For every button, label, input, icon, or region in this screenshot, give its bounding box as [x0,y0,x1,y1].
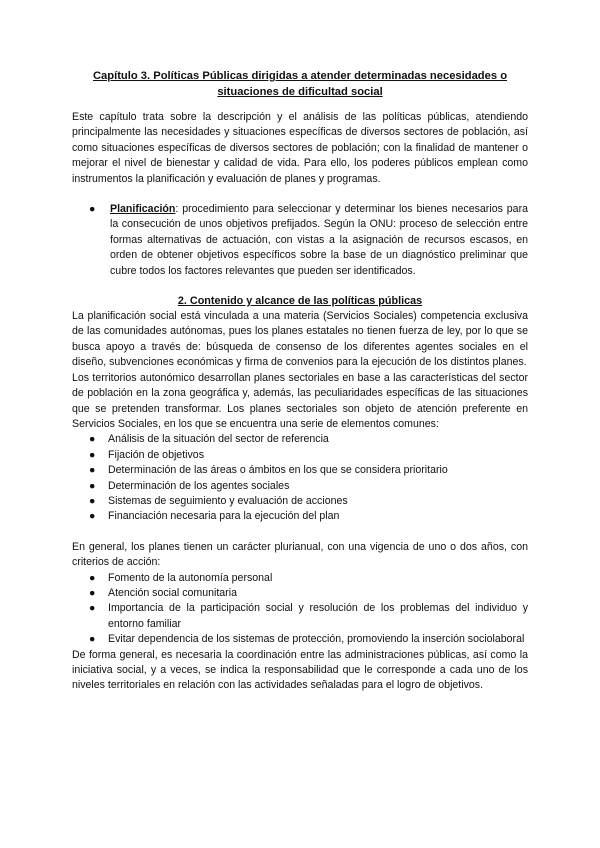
bullet-icon: ● [89,433,96,446]
section-title: 2. Contenido y alcance de las políticas públicas [177,295,423,308]
list-item-text: Determinación de las áreas o ámbitos en los que se considera prioritario [108,464,448,477]
elements-list [72,432,528,524]
list-item-text: Importancia de la participación social y resolución de los problemas del individuo y entorno familiar [108,602,528,630]
chapter-title-line-2: situaciones de dificultad social [217,86,383,98]
document-page [72,68,528,694]
list-item [72,509,528,524]
bullet-icon: ● [89,464,96,477]
bullet-icon: ● [89,571,96,584]
criteria-list [72,571,528,648]
list-item [72,632,528,647]
chapter-title [72,68,528,100]
bullet-icon: ● [89,203,96,216]
list-item-text: Evitar dependencia de los sistemas de protección, promoviendo la inserción sociolaboral [108,633,525,646]
bullet-icon: ● [89,494,96,507]
chapter-title-line-1: Capítulo 3. Políticas Públicas dirigidas a atender determinadas necesidades o [92,70,508,82]
definition-item [72,202,528,279]
bullet-icon: ● [89,510,96,523]
list-item [72,448,528,463]
definition-list [72,202,528,279]
definition-text: : procedimiento para seleccionar y determinar los bienes necesarios para la consecución de unos objetivos prefijados. Según la ONU: proceso de selección entre formas alternativas de actuación, con vistas a la asignación de recursos escasos, en orden de obtener objetivos específicos sobre la base de un diagnóstico preliminar que cubre todos los factores relevantes que pueden ser identificados. [110,203,528,277]
list-item-text: Sistemas de seguimiento y evaluación de acciones [108,494,348,507]
list-item-text: Determinación de los agentes sociales [108,479,290,492]
paragraph-2: Los territorios autonómico desarrollan planes sectoriales en base a las características del sector de población en la zona geográfica y, además, las peculiaridades específicas de las situaciones que se pretenden transformar. Los planes sectoriales son objeto de atención preferente en Servicios Sociales, en los que se encuentra una serie de elementos comunes: [72,371,528,430]
paragraph-4: De forma general, es necesaria la coordinación entre las administraciones públicas, así como la iniciativa social, y a veces, se indica la responsabilidad que le corresponde a cada uno de los niveles territoriales en relación con las actividades señaladas para el logro de objetivos. [72,648,528,692]
list-item-text: Fijación de objetivos [108,448,204,461]
bullet-icon: ● [89,602,96,615]
bullet-icon: ● [89,479,96,492]
list-item [72,494,528,509]
list-item [72,479,528,494]
bullet-icon: ● [89,586,96,599]
list-item [72,463,528,478]
list-item-text: Fomento de la autonomía personal [108,571,273,584]
definition-term: Planificación [110,203,176,216]
list-item [72,432,528,447]
list-item [72,601,528,632]
intro-paragraph: Este capítulo trata sobre la descripción y el análisis de las políticas públicas, atendiendo principalmente las necesidades y situaciones específicas de diversos sectores de población, así como situaciones específicas de diversos sectores de población; con la finalidad de mantener o mejorar el nivel de bienestar y calidad de vida. Para ello, los poderes públicos emplean como instrumentos la planificación y evaluación de planes y programas. [72,111,528,185]
bullet-icon: ● [89,633,96,646]
list-item-text: Financiación necesaria para la ejecución del plan [108,510,340,523]
paragraph-1: La planificación social está vinculada a una materia (Servicios Sociales) competencia exclusiva de las comunidades autónomas, pues los planes estatales no tienen fuerza de ley, por lo que se busca apoyo a través de: búsqueda de consenso de los diferentes agentes sociales en el diseño, subvenciones económicas y firma de convenios para la ejecución de los distintos planes. [72,310,528,369]
paragraph-3: En general, los planes tienen un carácter plurianual, con una vigencia de uno o dos años, con criterios de acción: [72,540,528,569]
list-item-text: Análisis de la situación del sector de referencia [108,433,329,446]
list-item [72,571,528,586]
list-item-text: Atención social comunitaria [108,586,237,599]
list-item [72,586,528,601]
bullet-icon: ● [89,448,96,461]
